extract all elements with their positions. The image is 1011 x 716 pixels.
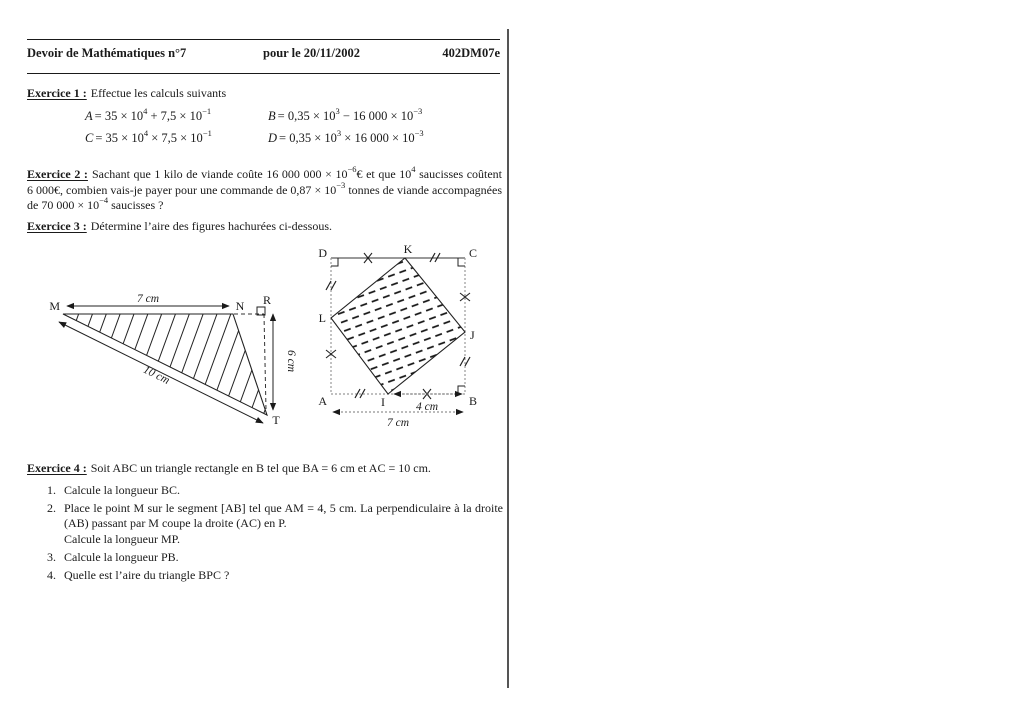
- exercise-1-intro: Effectue les calculs suivants: [90, 86, 227, 100]
- dimension-label-4cm: 4 cm: [415, 401, 439, 413]
- formula-b-exp1: 3: [335, 105, 340, 116]
- triangle-mnt: [63, 314, 267, 415]
- inner-square-ijkl: [331, 258, 465, 394]
- formula-c-part1: = 35 × 10: [95, 131, 144, 145]
- dimension-label-ab-7cm: 7 cm: [386, 417, 410, 429]
- header-rule-bottom: [27, 73, 500, 74]
- document-code: 402DM07e: [442, 46, 500, 60]
- point-label-c: C: [469, 246, 478, 260]
- formula-a-part2: + 7,5 × 10: [147, 109, 203, 123]
- right-angle-mark-b: [458, 386, 465, 394]
- list-item-4: [27, 568, 503, 584]
- point-label-r: R: [262, 293, 272, 307]
- point-label-n: N: [235, 299, 245, 313]
- exercise-1-heading: [27, 86, 502, 102]
- formula-b-part2: − 16 000 × 10: [339, 109, 414, 123]
- exercise-4: [27, 461, 503, 586]
- document-header: [27, 46, 500, 66]
- formula-b-var: B: [268, 109, 276, 123]
- formula-b-part1: = 0,35 × 10: [277, 109, 336, 123]
- formula-c-part2: × 7,5 × 10: [148, 131, 203, 145]
- formula-d-part1: = 0,35 × 10: [279, 131, 337, 145]
- exercise-2-text-5: saucisses ?: [108, 198, 164, 212]
- header-rule-top: [27, 39, 500, 40]
- right-angle-mark-c: [458, 258, 465, 266]
- point-label-d: D: [318, 246, 327, 260]
- list-number-4: 4.: [47, 567, 56, 582]
- due-date: pour le 20/11/2002: [263, 46, 361, 60]
- exercise-2-exp-4: −4: [99, 195, 109, 205]
- formula-a: [85, 105, 212, 124]
- exercise-1-label: Exercice 1 :: [27, 86, 87, 100]
- dimension-label-6cm: 6 cm: [285, 349, 297, 373]
- point-label-b: B: [469, 394, 478, 408]
- point-label-t: T: [272, 413, 280, 427]
- formula-d-var: D: [268, 131, 278, 145]
- exercise-2-exp-2: 4: [411, 164, 416, 174]
- document-title: Devoir de Mathématiques n°7: [27, 46, 187, 60]
- formula-c-exp2: −1: [202, 127, 212, 138]
- formula-b-exp2: −3: [413, 105, 423, 116]
- exercise-2-label: Exercice 2 :: [27, 167, 88, 181]
- formula-a-part1: = 35 × 10: [94, 109, 144, 123]
- formula-c-exp1: 4: [143, 127, 149, 138]
- formula-c-var: C: [85, 131, 94, 145]
- formula-d: [268, 127, 424, 146]
- exercise-4-heading: [27, 461, 503, 477]
- list-number-2: 2.: [47, 500, 56, 515]
- point-label-l: L: [318, 311, 326, 325]
- list-text-2: Place le point M sur le segment [AB] tel que AM = 4, 5 cm. La perpendiculaire à la droite (AB) passant par M coupe la droite (AC) en P.: [64, 500, 503, 530]
- figure-triangle: [49, 293, 297, 427]
- exercise-4-intro: Soit ABC un triangle rectangle en B tel que BA = 6 cm et AC = 10 cm.: [90, 461, 431, 475]
- formula-a-exp2: −1: [202, 105, 212, 116]
- exercise-2-text-4: tonnes de viande accompagnées de 70 000 × 10: [27, 182, 502, 212]
- exercise-3-heading: [27, 219, 502, 235]
- exercise-2-exp-1: −6: [347, 164, 357, 174]
- figure-square: [318, 242, 477, 429]
- list-item-3: [27, 550, 503, 566]
- point-label-i: I: [381, 395, 385, 409]
- exercise-2-text-1: Sachant que 1 kilo de viande coûte 16 000 000 × 10: [91, 167, 348, 181]
- list-number-1: 1.: [47, 482, 56, 497]
- list-text-2b: Calcule la longueur MP.: [64, 531, 180, 546]
- dashed-line-rt: [264, 314, 266, 410]
- list-number-3: 3.: [47, 549, 56, 564]
- formula-b: [268, 105, 423, 124]
- formula-a-exp1: 4: [143, 105, 148, 116]
- formula-d-part2: × 16 000 × 10: [341, 131, 415, 145]
- exercise-2-paragraph: [27, 164, 503, 214]
- formula-a-var: A: [85, 109, 93, 123]
- exercise-3-label: Exercice 3 :: [27, 219, 87, 233]
- exercise-2-exp-3: −3: [336, 179, 346, 190]
- list-text-4: Quelle est l’aire du triangle BPC ?: [64, 567, 230, 582]
- point-label-a: A: [318, 394, 327, 408]
- list-text-3: Calcule la longueur PB.: [64, 549, 179, 564]
- list-item-2: [27, 501, 503, 548]
- exercise-3-figures: [30, 240, 510, 440]
- exercise-2-text-2: € et que 10: [356, 167, 412, 181]
- exercise-3-intro: Détermine l’aire des figures hachurées ci-dessous.: [90, 219, 332, 233]
- point-label-m: M: [49, 299, 60, 313]
- formula-d-exp1: 3: [336, 127, 342, 138]
- list-item-1: [27, 483, 503, 499]
- dimension-label-10cm: 10 cm: [141, 363, 172, 387]
- point-label-k: K: [403, 242, 413, 256]
- list-text-1: Calcule la longueur BC.: [64, 482, 180, 497]
- exercise-4-label: Exercice 4 :: [27, 461, 87, 475]
- right-angle-mark-d: [331, 258, 338, 266]
- exercise-2-text-3: saucisses coûtent 6 000€, combien vais-je payer pour une commande de 0,87 × 10: [27, 167, 503, 197]
- point-label-j: J: [470, 328, 475, 342]
- dimension-label-7cm: 7 cm: [136, 293, 160, 305]
- formula-c: [85, 127, 212, 146]
- formula-d-exp2: −3: [414, 127, 424, 138]
